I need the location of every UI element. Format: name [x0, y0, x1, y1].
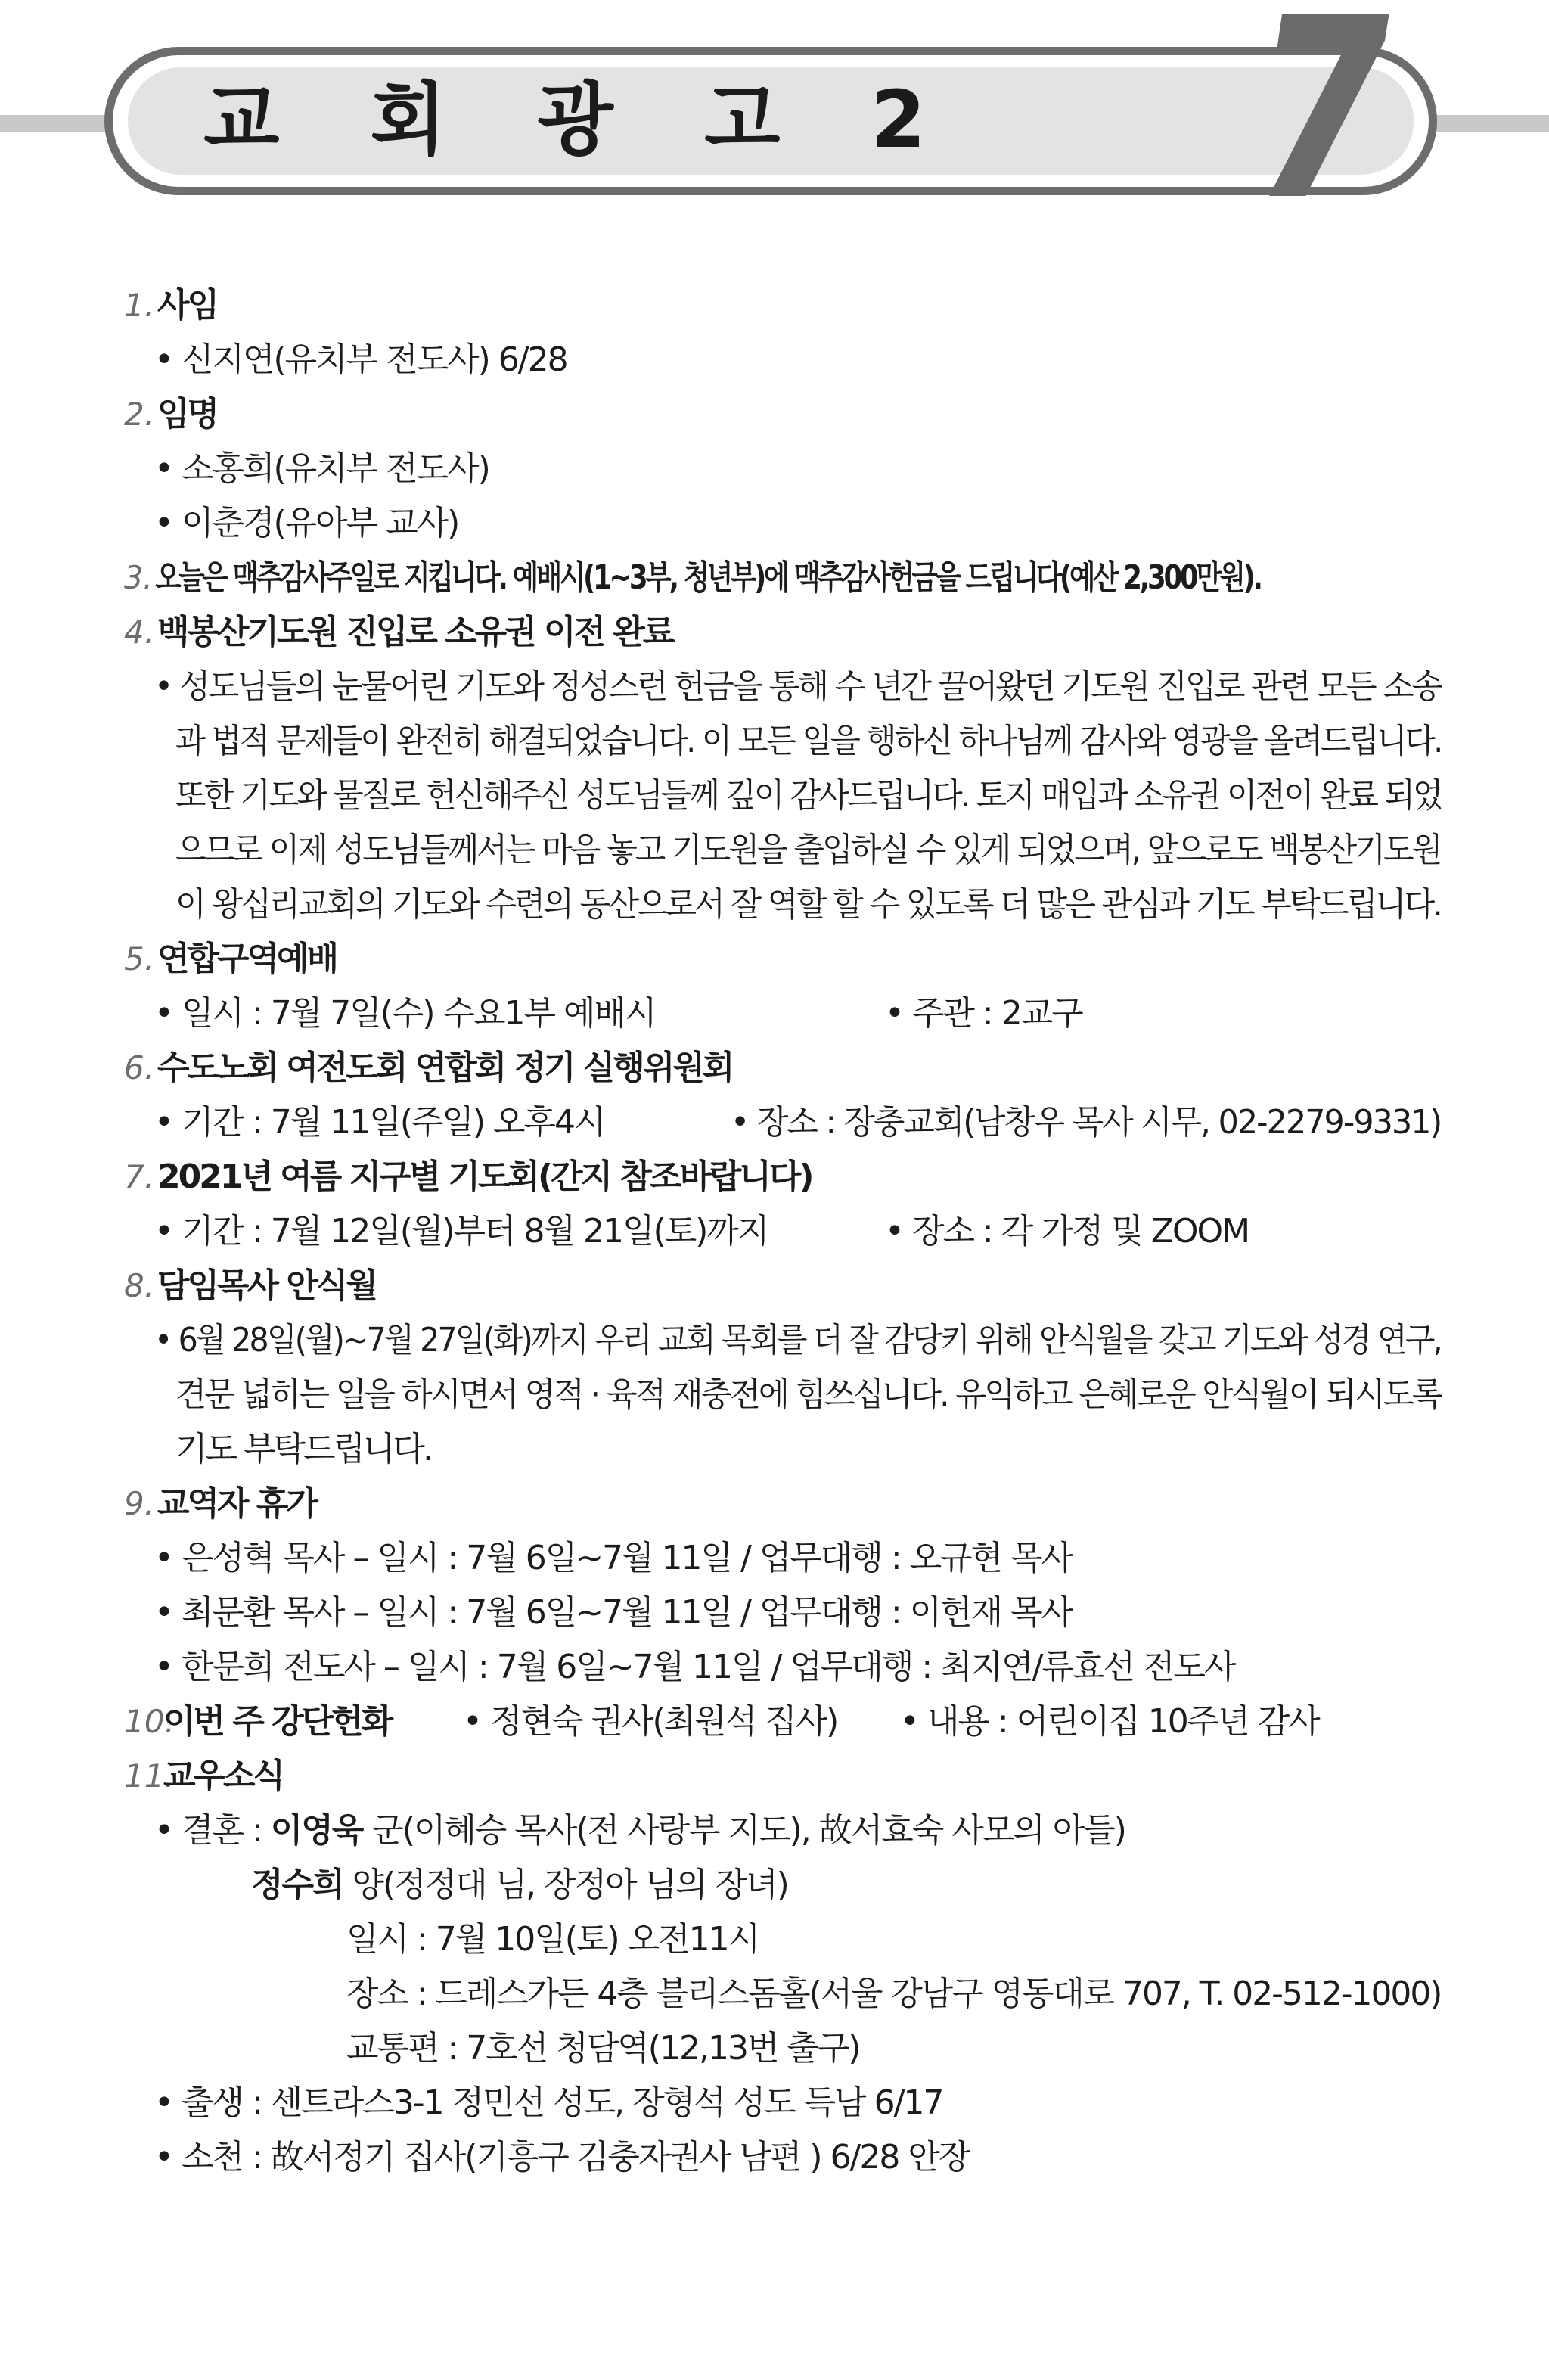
item-5-left: • 일시 : 7월 7일(수) 수요1부 예배시 — [154, 994, 656, 1033]
item-11-heading — [124, 1754, 283, 1799]
item-8-line: 기도 부탁드립니다. — [175, 1430, 432, 1468]
item-4-line: 과 법적 문제들이 완전히 해결되었습니다. 이 모든 일을 행하신 하나님께 감사와 영광을 올려드립니다. — [175, 722, 1442, 760]
item-8-line: • 6월 28일(월)~7월 27일(화)까지 우리 교회 목회를 더 잘 감당키 위해 안식월을 갖고 기도와 성경 연구, — [154, 1321, 1441, 1359]
item-4-heading — [124, 610, 672, 655]
item-4-line: 이 왕십리교회의 기도와 수련의 동산으로서 잘 역할 할 수 있도록 더 많은 관심과 기도 부탁드립니다. — [175, 885, 1441, 924]
item-number: 3. — [124, 559, 153, 596]
page-title: 교 회 광 고 2 — [203, 73, 958, 166]
groom-detail: 군(이혜승 목사(전 사랑부 지도), 故서효숙 사모의 아들) — [362, 1811, 1125, 1850]
item-title: 교역자 휴가 — [157, 1484, 316, 1523]
item-1-line: • 신지연(유치부 전도사) 6/28 — [154, 340, 567, 379]
funeral-line: • 소천 : 故서정기 집사(기흥구 김충자권사 남편 ) 6/28 안장 — [154, 2138, 970, 2176]
item-4-line: 또한 기도와 물질로 헌신해주신 성도님들께 깊이 감사드립니다. 토지 매입과 소유권 이전이 완료 되었 — [175, 776, 1442, 815]
item-number: 5. — [124, 940, 155, 977]
item-title: 수도노회 여전도회 연합회 정기 실행위원회 — [157, 1049, 733, 1087]
item-title: 이번 주 강단헌화 — [163, 1702, 392, 1741]
item-number: 1. — [124, 287, 155, 324]
item-2-line: • 이춘경(유아부 교사) — [154, 504, 459, 542]
item-10-heading — [124, 1699, 391, 1745]
item-2-heading — [124, 392, 217, 437]
wedding-bride-line — [251, 1863, 788, 1908]
item-6-heading — [124, 1046, 732, 1091]
item-7-left: • 기간 : 7월 12일(월)부터 8월 21일(토)까지 — [154, 1212, 768, 1251]
item-title: 사임 — [157, 286, 218, 325]
item-title: 임명 — [157, 395, 218, 433]
item-title: 백봉산기도원 진입로 소유권 이전 완료 — [157, 613, 673, 651]
item-6-right: • 장소 : 장충교회(남창우 목사 시무, 02-2279-9331) — [731, 1103, 1442, 1142]
item-1-heading — [124, 283, 217, 328]
item-number: 7. — [124, 1158, 155, 1195]
item-5-right: • 주관 : 2교구 — [885, 994, 1082, 1033]
item-number: 2. — [124, 396, 155, 433]
item-8-heading — [124, 1263, 376, 1309]
bride-name: 정수희 — [251, 1866, 343, 1904]
item-title: 담임목사 안식월 — [157, 1266, 376, 1305]
page-number: 7 — [1254, 0, 1390, 255]
item-number: 6. — [124, 1049, 155, 1086]
header-banner-fill — [128, 67, 1414, 175]
wedding-detail: 일시 : 7월 10일(토) 오전11시 — [346, 1920, 759, 1959]
item-number: 9. — [124, 1485, 155, 1522]
item-title: 2021년 여름 지구별 기도회(간지 참조바랍니다) — [157, 1157, 812, 1196]
item-number: 4. — [124, 614, 155, 651]
item-9-line: • 은성혁 목사 – 일시 : 7월 6일~7월 11일 / 업무대행 : 오규현 목사 — [154, 1539, 1073, 1577]
item-4-line: • 성도님들의 눈물어린 기도와 정성스런 헌금을 통해 수 년간 끌어왔던 기도원 진입로 관련 모든 소송 — [154, 667, 1441, 706]
item-title: 연합구역예배 — [157, 940, 337, 978]
item-9-line: • 한문희 전도사 – 일시 : 7월 6일~7월 11일 / 업무대행 : 최지연/류효선 전도사 — [154, 1648, 1235, 1686]
item-number: 11. — [124, 1757, 175, 1794]
item-6-left: • 기간 : 7월 11일(주일) 오후4시 — [154, 1103, 605, 1142]
item-9-heading — [124, 1481, 316, 1527]
item-5-heading — [124, 937, 337, 982]
item-7-heading — [124, 1154, 812, 1200]
wedding-label: • 결혼 : — [154, 1811, 271, 1850]
wedding-groom-line — [154, 1808, 1125, 1853]
item-number: 8. — [124, 1267, 155, 1304]
item-title: 오늘은 맥추감사주일로 지킵니다. 예배시(1~3부, 청년부)에 맥추감사헌금을 드립니다(예산 2,300만원). — [155, 558, 1261, 597]
item-10-flowers: • 정현숙 권사(최원석 집사) — [463, 1702, 838, 1741]
item-8-line: 견문 넓히는 일을 하시면서 영적 · 육적 재충전에 힘쓰십니다. 유익하고 은혜로운 안식월이 되시도록 — [175, 1375, 1441, 1414]
birth-line: • 출생 : 센트라스3-1 정민선 성도, 장형석 성도 득남 6/17 — [154, 2083, 943, 2122]
item-10-content: • 내용 : 어린이집 10주년 감사 — [900, 1702, 1319, 1741]
header-banner — [104, 47, 1437, 195]
item-number: 10. — [124, 1703, 175, 1740]
item-7-right: • 장소 : 각 가정 및 ZOOM — [885, 1212, 1249, 1251]
wedding-detail: 장소 : 드레스가든 4층 블리스돔홀(서울 강남구 영동대로 707, T. 02-512-1000) — [346, 1975, 1442, 2013]
bride-detail: 양(정정대 님, 장정아 님의 장녀) — [343, 1866, 788, 1904]
groom-name: 이영욱 — [270, 1811, 363, 1850]
item-title: 교우소식 — [163, 1757, 284, 1795]
item-9-line: • 최문환 목사 – 일시 : 7월 6일~7월 11일 / 업무대행 : 이헌재 목사 — [154, 1593, 1073, 1632]
item-2-line: • 소홍희(유치부 전도사) — [154, 449, 489, 488]
item-3-heading — [124, 555, 1441, 601]
item-4-line: 으므로 이제 성도님들께서는 마음 놓고 기도원을 출입하실 수 있게 되었으며, 앞으로도 백봉산기도원 — [175, 831, 1441, 869]
wedding-detail: 교통편 : 7호선 청담역(12,13번 출구) — [346, 2029, 860, 2068]
